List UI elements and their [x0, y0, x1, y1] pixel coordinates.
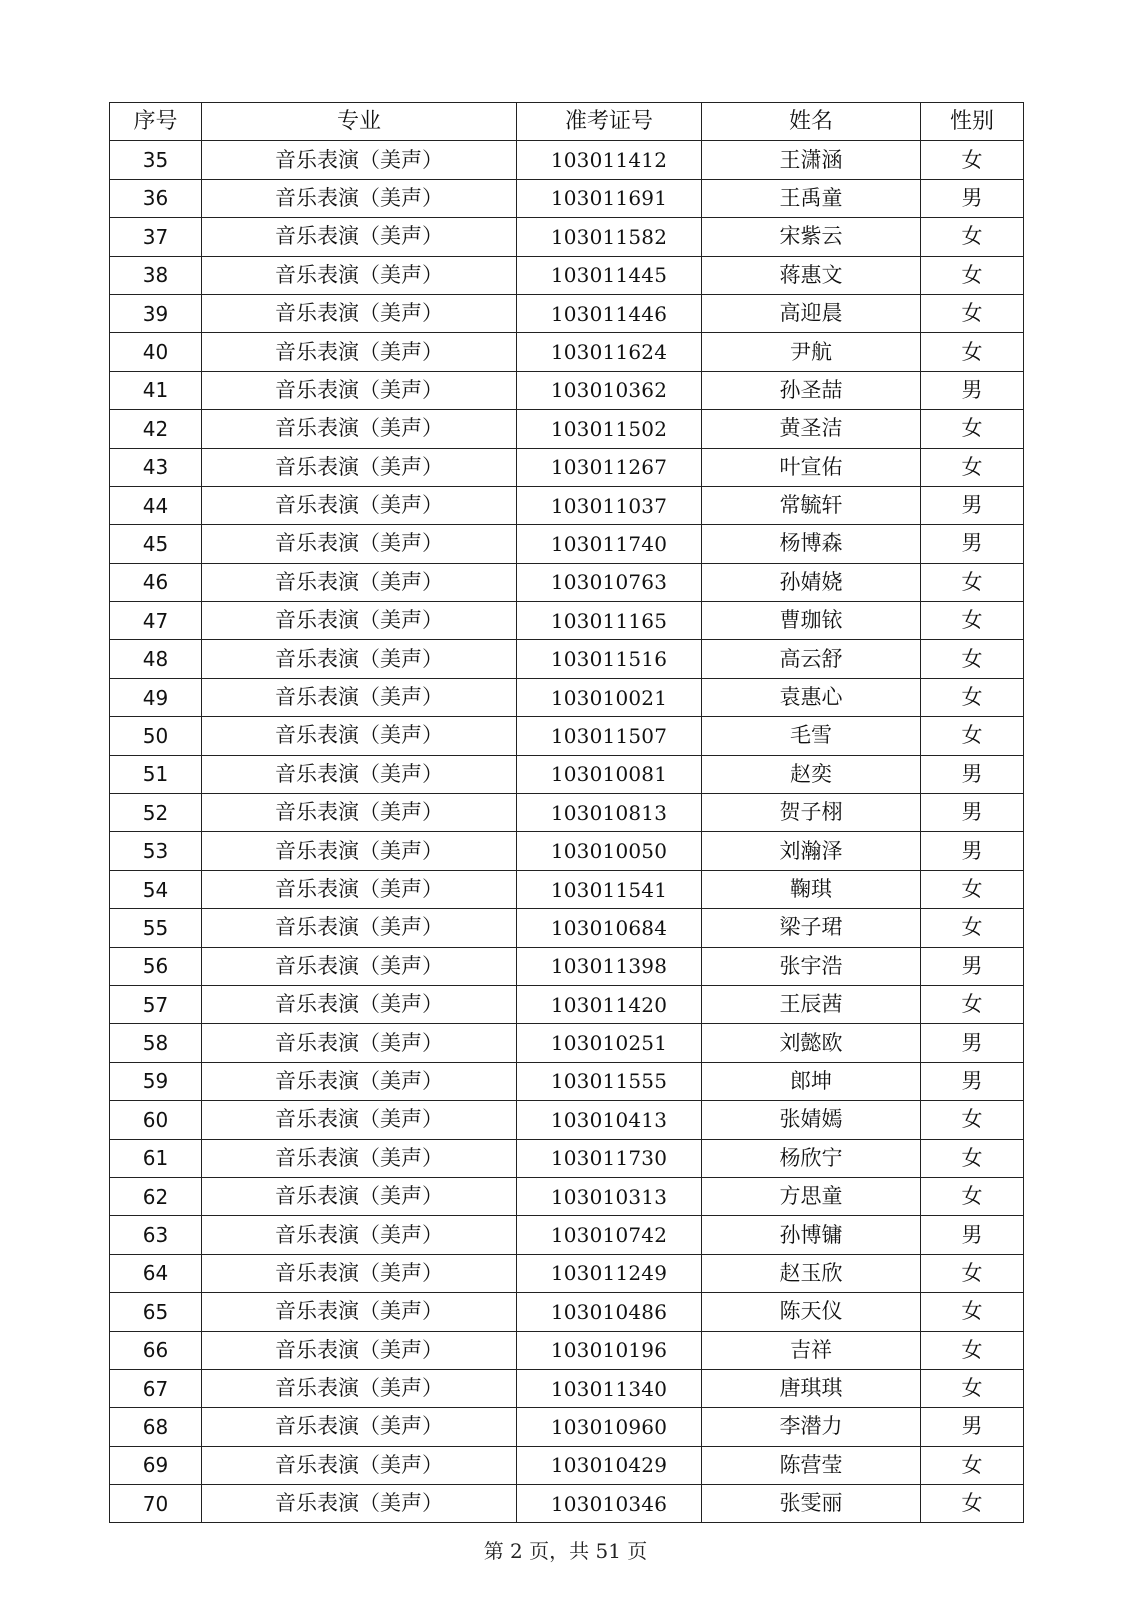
cell-gender: 女 — [921, 909, 1024, 947]
cell-major: 音乐表演（美声） — [202, 333, 517, 371]
cell-name: 王辰茜 — [702, 985, 921, 1023]
table-row — [110, 1062, 1024, 1100]
cell-seq: 69 — [110, 1446, 202, 1484]
cell-gender: 女 — [921, 1293, 1024, 1331]
cell-seq: 42 — [110, 410, 202, 448]
cell-gender: 女 — [921, 1446, 1024, 1484]
cell-gender: 女 — [921, 294, 1024, 332]
cell-name: 杨博森 — [702, 525, 921, 563]
header-seq: 序号 — [110, 103, 202, 141]
table-body — [110, 141, 1024, 1523]
cell-major: 音乐表演（美声） — [202, 1408, 517, 1446]
cell-name: 常毓轩 — [702, 486, 921, 524]
cell-major: 音乐表演（美声） — [202, 1216, 517, 1254]
cell-exam-no: 103010346 — [517, 1485, 702, 1523]
cell-exam-no: 103011582 — [517, 218, 702, 256]
cell-major: 音乐表演（美声） — [202, 448, 517, 486]
cell-seq: 63 — [110, 1216, 202, 1254]
cell-exam-no: 103011555 — [517, 1062, 702, 1100]
table-row — [110, 717, 1024, 755]
cell-name: 孙圣喆 — [702, 371, 921, 409]
page-number: 第 2 页，共 51 页 — [483, 1539, 648, 1563]
cell-seq: 45 — [110, 525, 202, 563]
cell-exam-no: 103011502 — [517, 410, 702, 448]
cell-major: 音乐表演（美声） — [202, 1177, 517, 1215]
cell-major: 音乐表演（美声） — [202, 1101, 517, 1139]
cell-major: 音乐表演（美声） — [202, 1293, 517, 1331]
table-row — [110, 525, 1024, 563]
table-row — [110, 1177, 1024, 1215]
cell-name: 张宇浩 — [702, 947, 921, 985]
table-row — [110, 410, 1024, 448]
cell-major: 音乐表演（美声） — [202, 1331, 517, 1369]
cell-name: 孙婧娆 — [702, 563, 921, 601]
cell-name: 王禹童 — [702, 179, 921, 217]
cell-seq: 35 — [110, 141, 202, 179]
cell-gender: 女 — [921, 563, 1024, 601]
cell-major: 音乐表演（美声） — [202, 179, 517, 217]
cell-major: 音乐表演（美声） — [202, 755, 517, 793]
cell-seq: 38 — [110, 256, 202, 294]
table-row — [110, 1369, 1024, 1407]
cell-seq: 40 — [110, 333, 202, 371]
cell-exam-no: 103011541 — [517, 870, 702, 908]
cell-name: 杨欣宁 — [702, 1139, 921, 1177]
cell-major: 音乐表演（美声） — [202, 870, 517, 908]
cell-seq: 41 — [110, 371, 202, 409]
cell-seq: 66 — [110, 1331, 202, 1369]
table-row — [110, 1139, 1024, 1177]
cell-name: 高云舒 — [702, 640, 921, 678]
header-gender: 性别 — [921, 103, 1024, 141]
cell-major: 音乐表演（美声） — [202, 640, 517, 678]
cell-name: 蒋惠文 — [702, 256, 921, 294]
table-row — [110, 333, 1024, 371]
cell-gender: 男 — [921, 755, 1024, 793]
cell-gender: 男 — [921, 486, 1024, 524]
table-row — [110, 371, 1024, 409]
cell-gender: 男 — [921, 179, 1024, 217]
table-row — [110, 141, 1024, 179]
cell-gender: 女 — [921, 1139, 1024, 1177]
table-row — [110, 218, 1024, 256]
cell-major: 音乐表演（美声） — [202, 1446, 517, 1484]
cell-exam-no: 103010081 — [517, 755, 702, 793]
cell-gender: 女 — [921, 1331, 1024, 1369]
cell-gender: 女 — [921, 1369, 1024, 1407]
cell-exam-no: 103011398 — [517, 947, 702, 985]
cell-exam-no: 103011249 — [517, 1254, 702, 1292]
cell-seq: 58 — [110, 1024, 202, 1062]
cell-exam-no: 103011730 — [517, 1139, 702, 1177]
cell-major: 音乐表演（美声） — [202, 1369, 517, 1407]
cell-name: 贺子栩 — [702, 794, 921, 832]
table-row — [110, 678, 1024, 716]
cell-seq: 39 — [110, 294, 202, 332]
cell-exam-no: 103011691 — [517, 179, 702, 217]
cell-name: 鞠琪 — [702, 870, 921, 908]
cell-exam-no: 103011165 — [517, 602, 702, 640]
cell-seq: 59 — [110, 1062, 202, 1100]
table-row — [110, 755, 1024, 793]
cell-name: 唐琪琪 — [702, 1369, 921, 1407]
cell-exam-no: 103011340 — [517, 1369, 702, 1407]
cell-name: 张雯丽 — [702, 1485, 921, 1523]
cell-major: 音乐表演（美声） — [202, 294, 517, 332]
cell-name: 陈营莹 — [702, 1446, 921, 1484]
cell-exam-no: 103011412 — [517, 141, 702, 179]
cell-seq: 48 — [110, 640, 202, 678]
cell-gender: 男 — [921, 947, 1024, 985]
table-row — [110, 563, 1024, 601]
cell-major: 音乐表演（美声） — [202, 947, 517, 985]
cell-major: 音乐表演（美声） — [202, 717, 517, 755]
table-row — [110, 179, 1024, 217]
cell-name: 郎坤 — [702, 1062, 921, 1100]
cell-name: 袁惠心 — [702, 678, 921, 716]
cell-gender: 女 — [921, 1177, 1024, 1215]
cell-exam-no: 103011446 — [517, 294, 702, 332]
cell-exam-no: 103010684 — [517, 909, 702, 947]
cell-gender: 女 — [921, 602, 1024, 640]
cell-exam-no: 103010763 — [517, 563, 702, 601]
cell-major: 音乐表演（美声） — [202, 563, 517, 601]
table-row — [110, 832, 1024, 870]
cell-seq: 47 — [110, 602, 202, 640]
cell-name: 刘瀚泽 — [702, 832, 921, 870]
cell-gender: 男 — [921, 1024, 1024, 1062]
cell-name: 孙博镛 — [702, 1216, 921, 1254]
cell-seq: 62 — [110, 1177, 202, 1215]
cell-seq: 70 — [110, 1485, 202, 1523]
cell-name: 曹珈铱 — [702, 602, 921, 640]
cell-exam-no: 103010486 — [517, 1293, 702, 1331]
cell-seq: 54 — [110, 870, 202, 908]
cell-seq: 65 — [110, 1293, 202, 1331]
cell-seq: 64 — [110, 1254, 202, 1292]
cell-exam-no: 103011624 — [517, 333, 702, 371]
header-name: 姓名 — [702, 103, 921, 141]
table-row — [110, 794, 1024, 832]
cell-major: 音乐表演（美声） — [202, 1024, 517, 1062]
cell-seq: 50 — [110, 717, 202, 755]
cell-exam-no: 103011420 — [517, 985, 702, 1023]
cell-name: 赵玉欣 — [702, 1254, 921, 1292]
cell-name: 刘懿欧 — [702, 1024, 921, 1062]
cell-gender: 女 — [921, 1101, 1024, 1139]
cell-gender: 男 — [921, 371, 1024, 409]
table-row — [110, 1216, 1024, 1254]
cell-name: 叶宣佑 — [702, 448, 921, 486]
cell-gender: 女 — [921, 640, 1024, 678]
cell-gender: 男 — [921, 525, 1024, 563]
cell-major: 音乐表演（美声） — [202, 141, 517, 179]
table-row — [110, 294, 1024, 332]
cell-name: 李潜力 — [702, 1408, 921, 1446]
cell-gender: 男 — [921, 1408, 1024, 1446]
cell-exam-no: 103010813 — [517, 794, 702, 832]
table-row — [110, 1101, 1024, 1139]
cell-seq: 49 — [110, 678, 202, 716]
cell-gender: 男 — [921, 832, 1024, 870]
cell-major: 音乐表演（美声） — [202, 1062, 517, 1100]
cell-exam-no: 103010251 — [517, 1024, 702, 1062]
cell-gender: 女 — [921, 448, 1024, 486]
cell-name: 吉祥 — [702, 1331, 921, 1369]
cell-major: 音乐表演（美声） — [202, 525, 517, 563]
cell-seq: 53 — [110, 832, 202, 870]
cell-major: 音乐表演（美声） — [202, 410, 517, 448]
cell-name: 赵奕 — [702, 755, 921, 793]
cell-seq: 56 — [110, 947, 202, 985]
cell-name: 张婧嫣 — [702, 1101, 921, 1139]
cell-exam-no: 103010960 — [517, 1408, 702, 1446]
table-row — [110, 1254, 1024, 1292]
cell-seq: 37 — [110, 218, 202, 256]
table-row — [110, 909, 1024, 947]
cell-gender: 女 — [921, 256, 1024, 294]
cell-major: 音乐表演（美声） — [202, 486, 517, 524]
cell-major: 音乐表演（美声） — [202, 909, 517, 947]
cell-seq: 68 — [110, 1408, 202, 1446]
cell-major: 音乐表演（美声） — [202, 1139, 517, 1177]
cell-seq: 55 — [110, 909, 202, 947]
cell-exam-no: 103011507 — [517, 717, 702, 755]
cell-major: 音乐表演（美声） — [202, 832, 517, 870]
table-row — [110, 640, 1024, 678]
cell-gender: 女 — [921, 218, 1024, 256]
cell-name: 毛雪 — [702, 717, 921, 755]
cell-gender: 女 — [921, 717, 1024, 755]
cell-seq: 60 — [110, 1101, 202, 1139]
cell-major: 音乐表演（美声） — [202, 1254, 517, 1292]
table-row — [110, 1024, 1024, 1062]
cell-name: 陈天仪 — [702, 1293, 921, 1331]
cell-seq: 57 — [110, 985, 202, 1023]
cell-seq: 36 — [110, 179, 202, 217]
cell-gender: 女 — [921, 410, 1024, 448]
cell-seq: 51 — [110, 755, 202, 793]
cell-seq: 52 — [110, 794, 202, 832]
cell-major: 音乐表演（美声） — [202, 678, 517, 716]
table-row — [110, 870, 1024, 908]
cell-exam-no: 103010196 — [517, 1331, 702, 1369]
table-row — [110, 1331, 1024, 1369]
cell-major: 音乐表演（美声） — [202, 371, 517, 409]
cell-name: 梁子珺 — [702, 909, 921, 947]
cell-major: 音乐表演（美声） — [202, 794, 517, 832]
cell-gender: 女 — [921, 985, 1024, 1023]
admission-list-table — [109, 102, 1024, 1523]
cell-exam-no: 103010050 — [517, 832, 702, 870]
cell-gender: 女 — [921, 678, 1024, 716]
cell-exam-no: 103011267 — [517, 448, 702, 486]
cell-seq: 61 — [110, 1139, 202, 1177]
table-row — [110, 602, 1024, 640]
cell-major: 音乐表演（美声） — [202, 602, 517, 640]
table-row — [110, 1293, 1024, 1331]
cell-seq: 67 — [110, 1369, 202, 1407]
cell-exam-no: 103011445 — [517, 256, 702, 294]
cell-gender: 女 — [921, 1254, 1024, 1292]
cell-exam-no: 103010413 — [517, 1101, 702, 1139]
cell-major: 音乐表演（美声） — [202, 985, 517, 1023]
cell-major: 音乐表演（美声） — [202, 218, 517, 256]
cell-name: 宋紫云 — [702, 218, 921, 256]
cell-exam-no: 103010429 — [517, 1446, 702, 1484]
cell-exam-no: 103011516 — [517, 640, 702, 678]
table-row — [110, 1485, 1024, 1523]
cell-major: 音乐表演（美声） — [202, 1485, 517, 1523]
cell-exam-no: 103011740 — [517, 525, 702, 563]
cell-exam-no: 103010362 — [517, 371, 702, 409]
header-major: 专业 — [202, 103, 517, 141]
table-row — [110, 448, 1024, 486]
cell-seq: 44 — [110, 486, 202, 524]
cell-name: 高迎晨 — [702, 294, 921, 332]
cell-gender: 女 — [921, 870, 1024, 908]
cell-gender: 男 — [921, 794, 1024, 832]
cell-exam-no: 103010313 — [517, 1177, 702, 1215]
table-row — [110, 486, 1024, 524]
cell-exam-no: 103011037 — [517, 486, 702, 524]
cell-exam-no: 103010021 — [517, 678, 702, 716]
cell-gender: 女 — [921, 333, 1024, 371]
cell-name: 黄圣洁 — [702, 410, 921, 448]
cell-name: 方思童 — [702, 1177, 921, 1215]
cell-gender: 女 — [921, 141, 1024, 179]
header-exam-no: 准考证号 — [517, 103, 702, 141]
cell-seq: 46 — [110, 563, 202, 601]
table-row — [110, 985, 1024, 1023]
table-header-row — [110, 103, 1024, 141]
cell-seq: 43 — [110, 448, 202, 486]
cell-gender: 女 — [921, 1485, 1024, 1523]
cell-major: 音乐表演（美声） — [202, 256, 517, 294]
table-row — [110, 1446, 1024, 1484]
cell-gender: 男 — [921, 1062, 1024, 1100]
cell-name: 尹航 — [702, 333, 921, 371]
cell-gender: 男 — [921, 1216, 1024, 1254]
cell-exam-no: 103010742 — [517, 1216, 702, 1254]
table-row — [110, 947, 1024, 985]
table-row — [110, 256, 1024, 294]
cell-name: 王潇涵 — [702, 141, 921, 179]
table-row — [110, 1408, 1024, 1446]
